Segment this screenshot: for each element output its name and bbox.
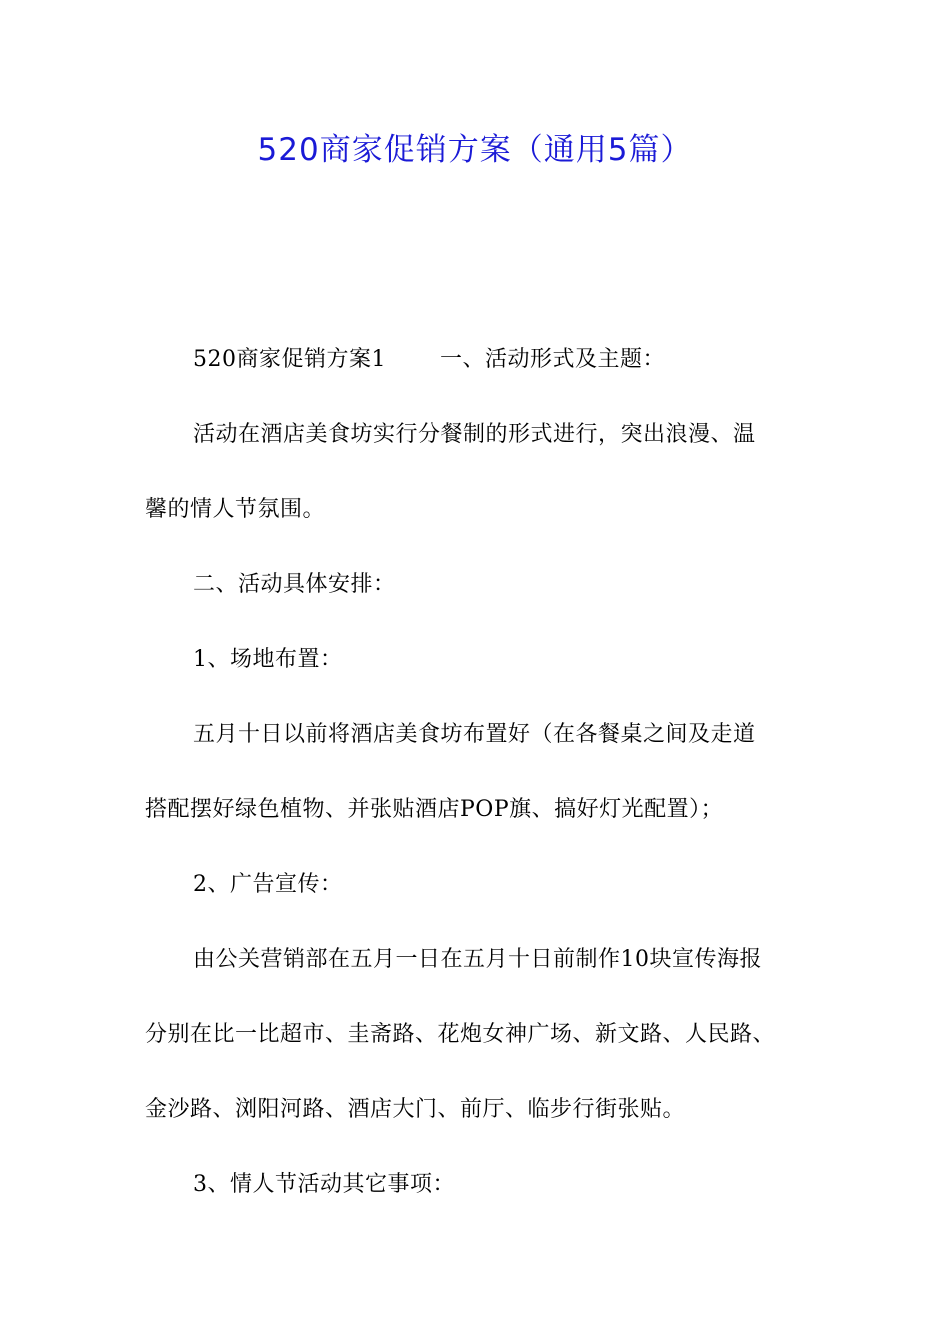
document-title: 520商家促销方案（通用5篇） <box>257 132 693 168</box>
paragraph-line: 金沙路、浏阳河路、酒店大门、前厅、临步行街张贴。 <box>145 1097 686 1122</box>
section-heading-line <box>193 345 665 375</box>
paragraph-line: 馨的情人节氛围。 <box>145 497 326 522</box>
heading-line: 2、广告宣传： <box>193 872 343 897</box>
plan-label: 520商家促销方案1 <box>193 347 386 372</box>
paragraph-line: 分别在比一比超市、圭斋路、花炮女神广场、新文路、人民路、 <box>145 1022 776 1047</box>
paragraph-line: 五月十日以前将酒店美食坊布置好（在各餐桌之间及走道 <box>193 722 756 747</box>
heading-line: 1、场地布置： <box>193 647 343 672</box>
paragraph-line: 由公关营销部在五月一日在五月十日前制作10块宣传海报 <box>193 947 762 972</box>
paragraph-line: 搭配摆好绿色植物、并张贴酒店POP旗、搞好灯光配置）； <box>145 797 724 822</box>
paragraph-line: 活动在酒店美食坊实行分餐制的形式进行，突出浪漫、温 <box>193 422 756 447</box>
heading-line: 二、活动具体安排： <box>193 572 396 597</box>
heading-activity-form: 一、活动形式及主题： <box>440 347 666 372</box>
heading-line: 3、情人节活动其它事项： <box>193 1172 455 1197</box>
